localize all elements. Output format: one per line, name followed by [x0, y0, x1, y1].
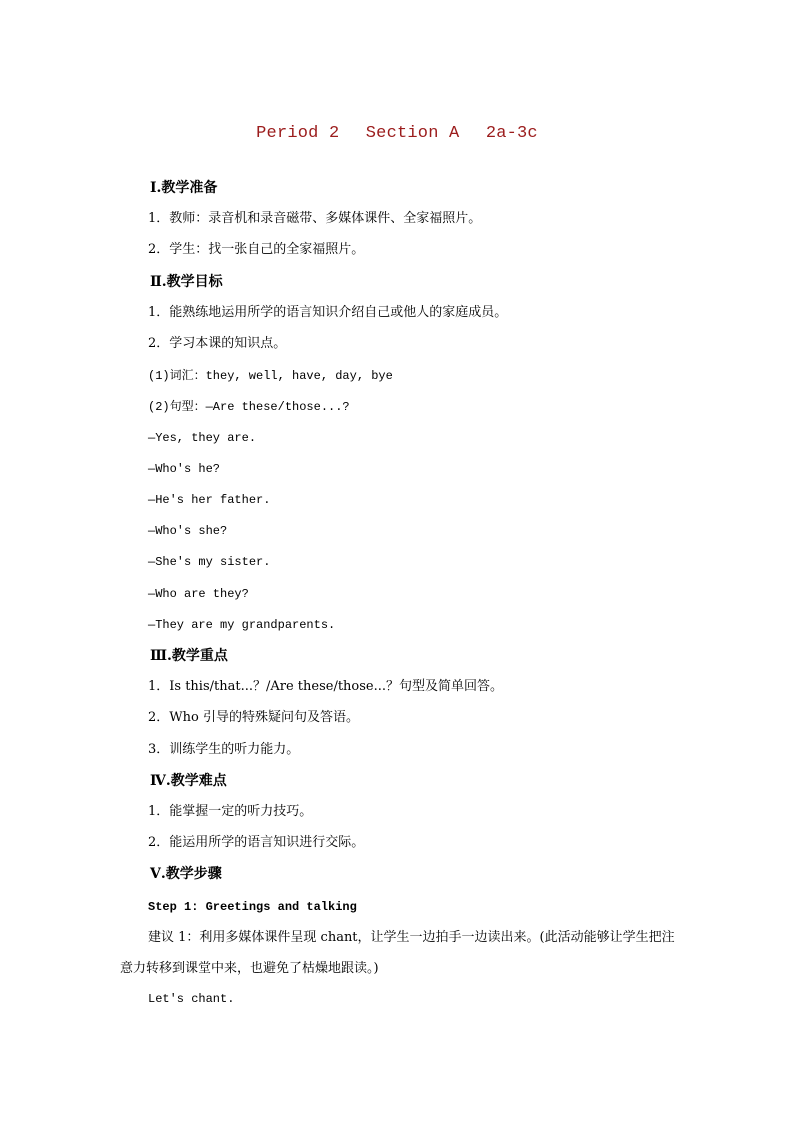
dialogue-line: —They are my grandparents. [148, 618, 336, 632]
section-heading-key-points: Ⅲ.教学重点 [150, 648, 228, 664]
objective-item: 1．能熟练地运用所学的语言知识介绍自己或他人的家庭成员。 [148, 305, 508, 320]
difficulty-item: 2．能运用所学的语言知识进行交际。 [148, 835, 365, 850]
title-range: 2a-3c [485, 124, 538, 143]
section-heading-preparation: Ⅰ.教学准备 [150, 180, 218, 196]
key-point-item: 3．训练学生的听力能力。 [148, 742, 300, 757]
section-heading-objectives: Ⅱ.教学目标 [150, 274, 223, 290]
dialogue-line: —Who's he? [148, 462, 221, 476]
key-point-item: 2．Who 引导的特殊疑问句及答语。 [148, 710, 359, 725]
prep-item-student: 2．学生：找一张自己的全家福照片。 [148, 242, 365, 257]
section-heading-procedure: Ⅴ.教学步骤 [150, 866, 222, 882]
page-title [0, 124, 794, 143]
dialogue-line: —Who's she? [148, 524, 228, 538]
dialogue-line: —He's her father. [148, 493, 271, 507]
prep-item-teacher: 1．教师：录音机和录音磁带、多媒体课件、全家福照片。 [148, 211, 482, 226]
sentence-pattern-line: (2)句型：—Are these/those...? [148, 400, 350, 414]
difficulty-item: 1．能掌握一定的听力技巧。 [148, 804, 313, 819]
dialogue-line: —Who are they? [148, 587, 249, 601]
chant-line: Let's chant. [148, 992, 235, 1006]
dialogue-line: —Yes, they are. [148, 431, 257, 445]
title-period: Period 2 [256, 124, 340, 143]
objective-item: 2．学习本课的知识点。 [148, 336, 287, 351]
dialogue-line: —She's my sister. [148, 555, 271, 569]
step-1-title: Step 1: Greetings and talking [148, 900, 357, 914]
suggestion-paragraph: 建议 1：利用多媒体课件呈现 chant，让学生一边拍手一边读出来。(此活动能够让学生把注意力转移到课堂中来，也避免了枯燥地跟读。) [120, 930, 675, 976]
key-point-item: 1．Is this/that...？/Are these/those...？句型及简单回答。 [148, 679, 504, 694]
vocabulary-line: (1)词汇：they, well, have, day, bye [148, 369, 393, 383]
title-section: Section A [365, 124, 460, 143]
section-heading-difficulties: Ⅳ.教学难点 [150, 773, 227, 789]
